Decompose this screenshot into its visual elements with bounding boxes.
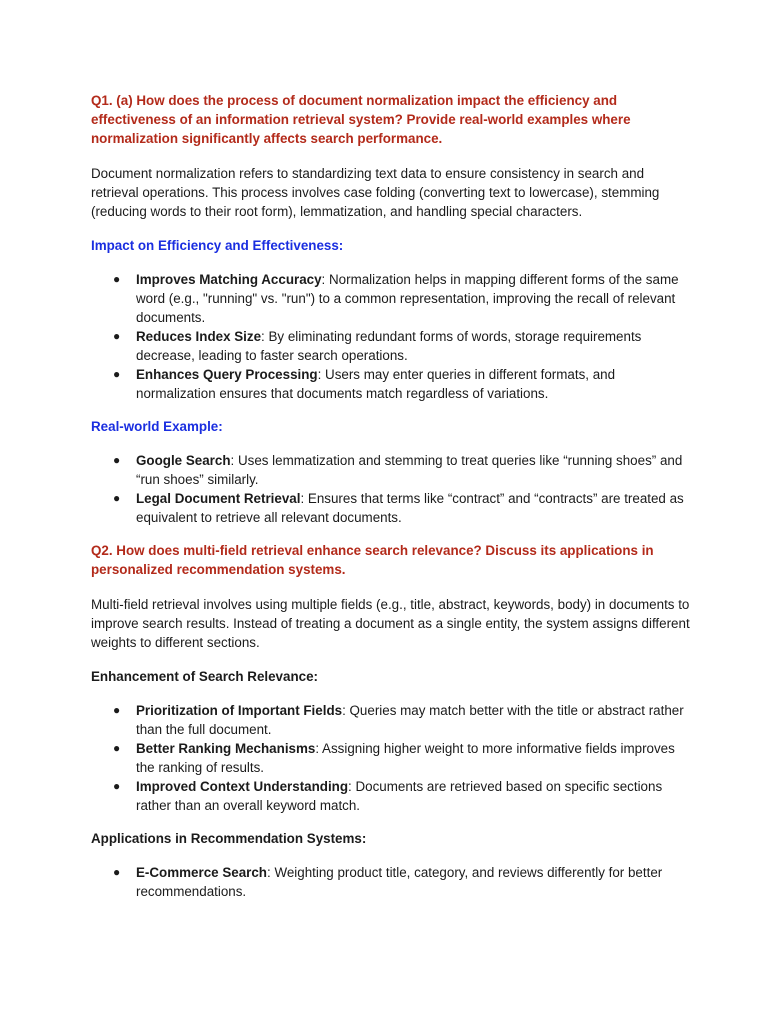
applications-list	[91, 863, 691, 901]
document-page	[91, 91, 691, 915]
example-heading: Real-world Example:	[91, 419, 223, 434]
q2-intro-paragraph: Multi-field retrieval involves using multiple fields (e.g., title, abstract, keywords, body) in documents to improve search results. Instead of treating a document as a single entity, the system assigns different weights to different sections.	[91, 597, 690, 650]
bullet-icon: ●	[113, 703, 121, 717]
list-item	[91, 863, 691, 901]
list-item	[91, 739, 691, 777]
enhancement-heading: Enhancement of Search Relevance:	[91, 669, 318, 684]
item-text: : Uses lemmatization and stemming to treat queries like “running shoes” and “run shoes” similarly.	[136, 453, 683, 487]
item-term: E-Commerce Search	[136, 865, 267, 880]
example-list	[91, 451, 691, 527]
item-term: Legal Document Retrieval	[136, 491, 301, 506]
item-term: Google Search	[136, 453, 231, 468]
list-item	[91, 777, 691, 815]
bullet-icon: ●	[113, 741, 121, 755]
bullet-icon: ●	[113, 491, 121, 505]
question-1-heading: Q1. (a) How does the process of document normalization impact the efficiency and effectiveness of an information retrieval system? Provide real-world examples where normalization significantly affects search performance.	[91, 93, 631, 146]
bullet-icon: ●	[113, 329, 121, 343]
item-text: : Ensures that terms like “contract” and “contracts” are treated as equivalent to retrieve all relevant documents.	[136, 491, 684, 525]
bullet-icon: ●	[113, 367, 121, 381]
item-text: : Weighting product title, category, and reviews differently for better recommendations.	[136, 865, 663, 899]
item-text: : By eliminating redundant forms of words, storage requirements decrease, leading to faster search operations.	[136, 329, 642, 363]
bullet-icon: ●	[113, 779, 121, 793]
item-term: Better Ranking Mechanisms	[136, 741, 316, 756]
item-text: : Users may enter queries in different formats, and normalization ensures that documents match regardless of variations.	[136, 367, 616, 401]
question-2-heading: Q2. How does multi-field retrieval enhance search relevance? Discuss its applications in personalized recommendation systems.	[91, 543, 654, 577]
item-term: Prioritization of Important Fields	[136, 703, 343, 718]
item-text: : Assigning higher weight to more informative fields improves the ranking of results.	[136, 741, 675, 775]
list-item	[91, 327, 691, 365]
list-item	[91, 365, 691, 403]
impact-heading: Impact on Efficiency and Effectiveness:	[91, 238, 344, 253]
item-text: : Queries may match better with the title or abstract rather than the full document.	[136, 703, 684, 737]
list-item	[91, 270, 691, 327]
item-text: : Normalization helps in mapping different forms of the same word (e.g., "running" vs. "run") to a common representation, improving the recall of relevant documents.	[136, 272, 679, 325]
list-item	[91, 451, 691, 489]
bullet-icon: ●	[113, 865, 121, 879]
item-text: : Documents are retrieved based on specific sections rather than an overall keyword match.	[136, 779, 663, 813]
bullet-icon: ●	[113, 272, 121, 286]
item-term: Improved Context Understanding	[136, 779, 349, 794]
q1-intro-paragraph: Document normalization refers to standardizing text data to ensure consistency in search and retrieval operations. This process involves case folding (converting text to lowercase), stemming (reducing words to their root form), lemmatization, and handling special characters.	[91, 166, 660, 219]
enhancement-list	[91, 701, 691, 815]
item-term: Enhances Query Processing	[136, 367, 318, 382]
item-term: Reduces Index Size	[136, 329, 262, 344]
list-item	[91, 701, 691, 739]
list-item	[91, 489, 691, 527]
applications-heading: Applications in Recommendation Systems:	[91, 831, 367, 846]
bullet-icon: ●	[113, 453, 121, 467]
impact-list	[91, 270, 691, 403]
item-term: Improves Matching Accuracy	[136, 272, 322, 287]
